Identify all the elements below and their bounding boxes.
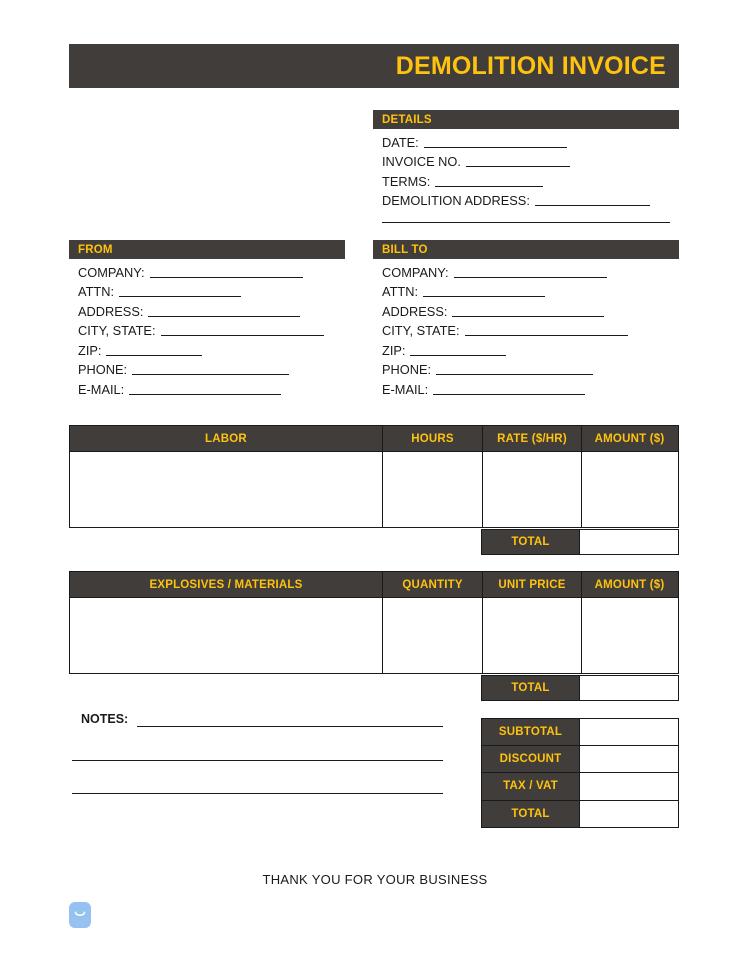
- labor-cell-rate[interactable]: [482, 452, 581, 527]
- from-input-zip[interactable]: [106, 344, 202, 356]
- from-label-zip: ZIP:: [78, 342, 102, 358]
- field-row-date: [373, 130, 679, 150]
- summary-value-tax-vat[interactable]: [580, 773, 679, 801]
- labor-table-header-row: [69, 425, 679, 452]
- materials-table-body: [69, 598, 679, 674]
- bill-to-fields: [373, 260, 679, 397]
- bill-to-heading: BILL TO: [382, 243, 428, 256]
- notes-line-1[interactable]: [137, 726, 443, 727]
- bill-to-label-email: E-MAIL:: [382, 381, 429, 397]
- materials-col-quantity: QUANTITY: [382, 572, 482, 597]
- bill-to-row-phone: [373, 358, 679, 378]
- field-label-demolition-address: DEMOLITION ADDRESS:: [382, 193, 530, 209]
- summary-value-discount[interactable]: [580, 746, 679, 774]
- from-input-company[interactable]: [150, 266, 303, 278]
- field-row-terms: [373, 169, 679, 189]
- invoice-title-bar: [69, 44, 679, 88]
- from-row-attn: [69, 280, 345, 300]
- from-row-zip: [69, 338, 345, 358]
- summary-label-subtotal: SUBTOTAL: [481, 718, 580, 746]
- notes-line-3[interactable]: [72, 793, 443, 794]
- bill-to-input-attn[interactable]: [423, 285, 545, 297]
- from-section-header: [69, 240, 345, 259]
- labor-col-amount: AMOUNT ($): [581, 426, 677, 451]
- materials-table: [69, 571, 679, 674]
- bill-to-row-attn: [373, 280, 679, 300]
- field-row-demolition-address: [373, 189, 679, 209]
- from-label-email: E-MAIL:: [78, 381, 125, 397]
- materials-table-header-row: [69, 571, 679, 598]
- from-input-phone[interactable]: [132, 363, 289, 375]
- labor-table-body: [69, 452, 679, 528]
- materials-col-unit-price: UNIT PRICE: [482, 572, 581, 597]
- bill-to-label-attn: ATTN:: [382, 284, 419, 300]
- from-row-address: [69, 299, 345, 319]
- materials-col-description: EXPLOSIVES / MATERIALS: [149, 578, 303, 591]
- smile-badge-icon: [69, 902, 91, 928]
- from-input-attn[interactable]: [119, 285, 241, 297]
- labor-total-row: [481, 529, 679, 555]
- summary-row-discount: [481, 746, 679, 774]
- footer-thank-you: THANK YOU FOR YOUR BUSINESS: [262, 872, 488, 887]
- bill-to-label-phone: PHONE:: [382, 362, 432, 378]
- notes-label: NOTES:: [81, 712, 129, 726]
- field-row-invoice-no: [373, 150, 679, 170]
- from-label-company: COMPANY:: [78, 264, 145, 280]
- bill-to-label-address: ADDRESS:: [382, 303, 448, 319]
- labor-col-description: LABOR: [205, 432, 247, 445]
- from-row-phone: [69, 358, 345, 378]
- materials-cell-unit-price[interactable]: [482, 598, 581, 673]
- bill-to-row-zip: [373, 338, 679, 358]
- notes-line-2[interactable]: [72, 760, 443, 761]
- details-heading: DETAILS: [382, 113, 432, 126]
- field-input-date[interactable]: [424, 136, 567, 148]
- labor-col-hours: HOURS: [382, 426, 482, 451]
- labor-cell-amount[interactable]: [581, 452, 677, 527]
- from-label-phone: PHONE:: [78, 362, 128, 378]
- bill-to-input-address[interactable]: [452, 305, 604, 317]
- from-input-city-state[interactable]: [161, 324, 324, 336]
- bill-to-input-company[interactable]: [454, 266, 607, 278]
- bill-to-input-phone[interactable]: [436, 363, 593, 375]
- materials-cell-description[interactable]: [70, 598, 382, 673]
- materials-col-amount: AMOUNT ($): [581, 572, 677, 597]
- field-label-invoice-no: INVOICE NO.: [382, 154, 461, 170]
- materials-total-value[interactable]: [580, 675, 679, 701]
- bill-to-label-zip: ZIP:: [382, 342, 406, 358]
- bill-to-input-zip[interactable]: [410, 344, 506, 356]
- field-label-date: DATE:: [382, 134, 419, 150]
- bill-to-input-city-state[interactable]: [465, 324, 628, 336]
- from-input-email[interactable]: [129, 383, 281, 395]
- labor-cell-description[interactable]: [70, 452, 382, 527]
- summary-value-subtotal[interactable]: [580, 718, 679, 746]
- field-input-demolition-address-line2[interactable]: [382, 222, 670, 223]
- summary-row-total: [481, 801, 679, 829]
- labor-cell-hours[interactable]: [382, 452, 482, 527]
- bill-to-row-email: [373, 377, 679, 397]
- from-row-email: [69, 377, 345, 397]
- from-label-attn: ATTN:: [78, 284, 115, 300]
- details-section-header: [373, 110, 679, 129]
- summary-label-tax-vat: TAX / VAT: [481, 773, 580, 801]
- summary-label-discount: DISCOUNT: [481, 746, 580, 774]
- details-fields: [373, 130, 679, 223]
- from-row-company: [69, 260, 345, 280]
- field-input-demolition-address[interactable]: [535, 194, 650, 206]
- materials-total-label: TOTAL: [481, 675, 580, 701]
- labor-table: [69, 425, 679, 528]
- from-label-city-state: CITY, STATE:: [78, 323, 156, 339]
- bill-to-row-company: [373, 260, 679, 280]
- bill-to-row-city-state: [373, 319, 679, 339]
- bill-to-row-address: [373, 299, 679, 319]
- summary-row-tax-vat: [481, 773, 679, 801]
- field-label-terms: TERMS:: [382, 173, 431, 189]
- summary-value-total[interactable]: [580, 801, 679, 829]
- materials-cell-amount[interactable]: [581, 598, 677, 673]
- from-label-address: ADDRESS:: [78, 303, 144, 319]
- bill-to-section-header: [373, 240, 679, 259]
- page-title: DEMOLITION INVOICE: [395, 51, 666, 80]
- from-heading: FROM: [78, 243, 113, 256]
- notes-section: [69, 712, 449, 802]
- field-input-invoice-no[interactable]: [466, 155, 570, 167]
- materials-total-row: [481, 675, 679, 701]
- field-input-terms[interactable]: [435, 175, 543, 187]
- labor-total-value[interactable]: [580, 529, 679, 555]
- bill-to-label-company: COMPANY:: [382, 264, 449, 280]
- materials-cell-quantity[interactable]: [382, 598, 482, 673]
- summary-box: [481, 718, 679, 828]
- summary-label-total: TOTAL: [481, 801, 580, 829]
- from-fields: [69, 260, 345, 397]
- labor-col-rate: RATE ($/HR): [482, 426, 581, 451]
- from-row-city-state: [69, 319, 345, 339]
- bill-to-input-email[interactable]: [433, 383, 585, 395]
- bill-to-label-city-state: CITY, STATE:: [382, 323, 460, 339]
- labor-total-label: TOTAL: [481, 529, 580, 555]
- from-input-address[interactable]: [148, 305, 300, 317]
- summary-row-subtotal: [481, 718, 679, 746]
